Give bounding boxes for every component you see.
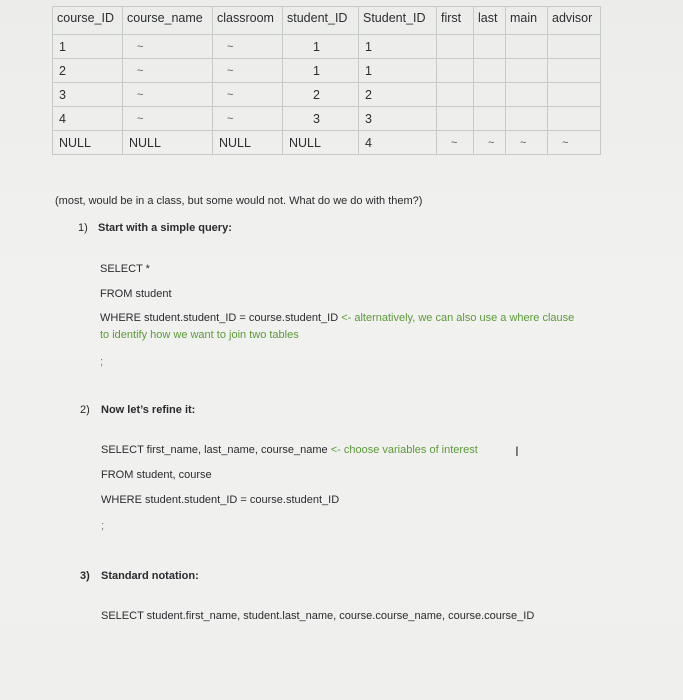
table-cell: ~ bbox=[213, 35, 283, 59]
step2-where: WHERE student.student_ID = course.student_ID bbox=[101, 494, 340, 506]
table-cell bbox=[437, 107, 474, 131]
table-cell: ~ bbox=[213, 59, 283, 83]
table-cell: ~ bbox=[506, 131, 548, 155]
step2-label: 2) bbox=[80, 404, 90, 416]
header-first: first bbox=[437, 7, 474, 35]
step1-where-comment: <- alternatively, we can also use a where clause bbox=[341, 312, 575, 324]
table-row bbox=[53, 59, 601, 83]
text-cursor-icon: I bbox=[515, 443, 519, 459]
table-row bbox=[53, 107, 601, 131]
table-row bbox=[53, 35, 601, 59]
table-cell bbox=[437, 83, 474, 107]
table-cell: NULL bbox=[213, 131, 283, 155]
table-cell: ~ bbox=[123, 59, 213, 83]
table-cell: NULL bbox=[283, 131, 359, 155]
table-cell bbox=[548, 107, 601, 131]
table-cell bbox=[437, 35, 474, 59]
table-row bbox=[53, 131, 601, 155]
table-cell bbox=[474, 107, 506, 131]
table-cell: 3 bbox=[283, 107, 359, 131]
table-cell: ~ bbox=[123, 83, 213, 107]
table-cell bbox=[548, 59, 601, 83]
table-cell: 3 bbox=[359, 107, 437, 131]
table-cell: ~ bbox=[123, 107, 213, 131]
table-cell bbox=[506, 107, 548, 131]
step1-where-clause: WHERE student.student_ID = course.student_ID bbox=[100, 312, 339, 324]
header-student-id: student_ID bbox=[283, 7, 359, 35]
step2-title: Now let’s refine it: bbox=[101, 404, 196, 416]
table-cell: ~ bbox=[437, 131, 474, 155]
relation-table bbox=[52, 6, 601, 155]
table-cell bbox=[506, 83, 548, 107]
header-main: main bbox=[506, 7, 548, 35]
table-cell: 1 bbox=[283, 35, 359, 59]
note-text: (most, would be in a class, but some would not. What do we do with them?) bbox=[55, 195, 423, 207]
table-cell: 2 bbox=[359, 83, 437, 107]
step2-select-comment: <- choose variables of interest bbox=[330, 444, 478, 456]
step1-select: SELECT * bbox=[100, 263, 150, 275]
table-cell: 4 bbox=[359, 131, 437, 155]
step1-where bbox=[100, 312, 574, 324]
table-cell bbox=[548, 35, 601, 59]
step1-title: Start with a simple query: bbox=[98, 222, 232, 234]
header-advisor: advisor bbox=[548, 7, 601, 35]
table-cell: ~ bbox=[123, 35, 213, 59]
table-cell: 1 bbox=[283, 59, 359, 83]
table-cell bbox=[474, 59, 506, 83]
table-cell: ~ bbox=[474, 131, 506, 155]
table-cell bbox=[548, 83, 601, 107]
table-cell bbox=[474, 83, 506, 107]
table-cell bbox=[474, 35, 506, 59]
table-cell: ~ bbox=[548, 131, 601, 155]
table-cell bbox=[506, 59, 548, 83]
table-row bbox=[53, 83, 601, 107]
table-cell: 1 bbox=[359, 35, 437, 59]
header-student-id-2: Student_ID bbox=[359, 7, 437, 35]
step2-from: FROM student, course bbox=[101, 469, 212, 481]
table-cell: 1 bbox=[53, 35, 123, 59]
table-cell: 3 bbox=[53, 83, 123, 107]
step3-title: Standard notation: bbox=[101, 570, 199, 582]
header-course-id: course_ID bbox=[53, 7, 123, 35]
step1-label: 1) bbox=[78, 222, 88, 234]
table-cell bbox=[506, 35, 548, 59]
step1-from: FROM student bbox=[100, 288, 172, 300]
table-cell: 2 bbox=[53, 59, 123, 83]
header-classroom: classroom bbox=[213, 7, 283, 35]
step1-where-comment-2: to identify how we want to join two tables bbox=[100, 329, 299, 341]
step2-select-clause: SELECT first_name, last_name, course_name bbox=[101, 444, 328, 456]
step3-select: SELECT student.first_name, student.last_name, course.course_name, course.course_ID bbox=[101, 610, 535, 622]
step3-label: 3) bbox=[80, 570, 90, 582]
step1-terminator: ; bbox=[100, 356, 104, 368]
step2-select bbox=[101, 444, 478, 456]
table-cell: 2 bbox=[283, 83, 359, 107]
header-last: last bbox=[474, 7, 506, 35]
table-cell: 1 bbox=[359, 59, 437, 83]
table-cell: NULL bbox=[123, 131, 213, 155]
step2-terminator: ; bbox=[101, 520, 105, 532]
table-cell: ~ bbox=[213, 83, 283, 107]
table-cell bbox=[437, 59, 474, 83]
table-cell: NULL bbox=[53, 131, 123, 155]
table-header-row bbox=[53, 7, 601, 35]
header-course-name: course_name bbox=[123, 7, 213, 35]
table-cell: 4 bbox=[53, 107, 123, 131]
table-cell: ~ bbox=[213, 107, 283, 131]
